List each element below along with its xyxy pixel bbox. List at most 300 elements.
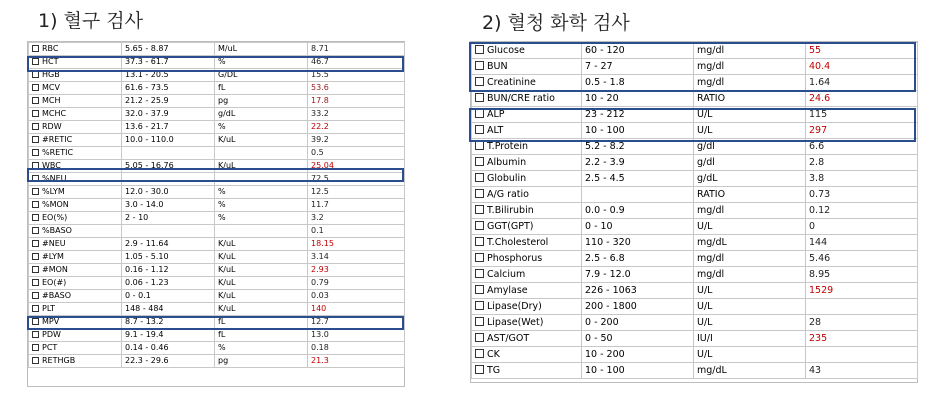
unit-cell: g/dl: [694, 155, 806, 171]
unit-cell: mg/dl: [694, 267, 806, 283]
reference-range-cell: 0 - 0.1: [122, 290, 215, 303]
table-row: [29, 238, 405, 251]
unit-cell: [215, 173, 308, 186]
test-name-cell: [29, 212, 122, 225]
reference-range-cell: 0.5 - 1.8: [582, 75, 694, 91]
reference-range-cell: 12.0 - 30.0: [122, 186, 215, 199]
result-value-cell: 55: [806, 43, 918, 59]
test-name: GGT(GPT): [487, 221, 534, 233]
result-value-cell: 144: [806, 235, 918, 251]
reference-range-cell: 200 - 1800: [582, 299, 694, 315]
test-name: %LYM: [42, 187, 65, 196]
unit-cell: pg: [215, 355, 308, 368]
table-row: [29, 56, 405, 69]
test-name: MCV: [42, 83, 60, 92]
row-checkbox[interactable]: [475, 205, 484, 214]
test-name-cell: [472, 251, 582, 267]
test-name: RETHGB: [42, 356, 76, 365]
reference-range-cell: 2 - 10: [122, 212, 215, 225]
test-name: AST/GOT: [487, 333, 530, 345]
table-row: [29, 303, 405, 316]
reference-range-cell: 0 - 10: [582, 219, 694, 235]
table-row: [472, 155, 918, 171]
table-row: [29, 82, 405, 95]
row-checkbox[interactable]: [32, 162, 39, 169]
unit-cell: RATIO: [694, 91, 806, 107]
test-name-cell: [29, 342, 122, 355]
test-name-cell: [472, 75, 582, 91]
reference-range-cell: 32.0 - 37.9: [122, 108, 215, 121]
test-name: EO(#): [42, 278, 67, 287]
row-checkbox[interactable]: [32, 357, 39, 364]
test-name: CK: [487, 349, 500, 361]
row-checkbox[interactable]: [475, 301, 484, 310]
unit-cell: [215, 147, 308, 160]
result-value-cell: 6.6: [806, 139, 918, 155]
test-name-cell: [472, 299, 582, 315]
row-checkbox[interactable]: [32, 71, 39, 78]
row-checkbox[interactable]: [32, 214, 39, 221]
unit-cell: G/DL: [215, 69, 308, 82]
reference-range-cell: [122, 147, 215, 160]
chemistry-section-title: 2) 혈청 화학 검사: [482, 12, 630, 34]
table-row: [29, 264, 405, 277]
result-value-cell: [806, 299, 918, 315]
reference-range-cell: 60 - 120: [582, 43, 694, 59]
result-value-cell: 24.6: [806, 91, 918, 107]
test-name-cell: [29, 186, 122, 199]
table-row: [472, 219, 918, 235]
test-name-cell: [472, 203, 582, 219]
test-name-cell: [472, 347, 582, 363]
row-checkbox[interactable]: [32, 110, 39, 117]
test-name-cell: [29, 225, 122, 238]
unit-cell: [215, 225, 308, 238]
result-value-cell: 3.14: [308, 251, 405, 264]
row-checkbox[interactable]: [32, 344, 39, 351]
row-checkbox[interactable]: [475, 237, 484, 246]
row-checkbox[interactable]: [475, 333, 484, 342]
row-checkbox[interactable]: [475, 157, 484, 166]
table-row: [472, 267, 918, 283]
test-name-cell: [472, 107, 582, 123]
reference-range-cell: 13.6 - 21.7: [122, 121, 215, 134]
table-row: [472, 107, 918, 123]
reference-range-cell: 10.0 - 110.0: [122, 134, 215, 147]
reference-range-cell: 1.05 - 5.10: [122, 251, 215, 264]
table-row: [29, 355, 405, 368]
test-name: EO(%): [42, 213, 68, 222]
reference-range-cell: 61.6 - 73.5: [122, 82, 215, 95]
unit-cell: K/uL: [215, 264, 308, 277]
unit-cell: %: [215, 121, 308, 134]
unit-cell: U/L: [694, 107, 806, 123]
result-value-cell: 0.03: [308, 290, 405, 303]
unit-cell: K/uL: [215, 290, 308, 303]
result-value-cell: 0.5: [308, 147, 405, 160]
unit-cell: mg/dL: [694, 363, 806, 379]
test-name-cell: [472, 267, 582, 283]
row-checkbox[interactable]: [475, 269, 484, 278]
result-value-cell: 2.93: [308, 264, 405, 277]
unit-cell: M/uL: [215, 43, 308, 56]
table-row: [472, 315, 918, 331]
test-name-cell: [29, 355, 122, 368]
table-row: [29, 108, 405, 121]
row-checkbox[interactable]: [475, 317, 484, 326]
test-name: #NEU: [42, 239, 66, 248]
test-name-cell: [472, 91, 582, 107]
test-name: WBC: [42, 161, 61, 170]
row-checkbox[interactable]: [32, 188, 39, 195]
unit-cell: %: [215, 212, 308, 225]
reference-range-cell: 0.0 - 0.9: [582, 203, 694, 219]
result-value-cell: 1.64: [806, 75, 918, 91]
result-value-cell: 39.2: [308, 134, 405, 147]
reference-range-cell: 0.06 - 1.23: [122, 277, 215, 290]
test-name-cell: [29, 264, 122, 277]
test-name: A/G ratio: [487, 189, 529, 201]
test-name-cell: [29, 95, 122, 108]
unit-cell: g/dl: [694, 139, 806, 155]
result-value-cell: 0.1: [308, 225, 405, 238]
reference-range-cell: 2.5 - 4.5: [582, 171, 694, 187]
test-name: PLT: [42, 304, 56, 313]
reference-range-cell: 5.65 - 8.87: [122, 43, 215, 56]
reference-range-cell: [122, 173, 215, 186]
table-row: [472, 59, 918, 75]
unit-cell: fL: [215, 82, 308, 95]
test-name: Phosphorus: [487, 253, 543, 265]
test-name-cell: [29, 173, 122, 186]
row-checkbox[interactable]: [475, 365, 484, 374]
reference-range-cell: 9.1 - 19.4: [122, 329, 215, 342]
reference-range-cell: 148 - 484: [122, 303, 215, 316]
test-name-cell: [472, 155, 582, 171]
row-checkbox[interactable]: [475, 141, 484, 150]
reference-range-cell: 0 - 50: [582, 331, 694, 347]
table-row: [29, 160, 405, 173]
test-name-cell: [29, 121, 122, 134]
result-value-cell: 0.18: [308, 342, 405, 355]
reference-range-cell: 0.14 - 0.46: [122, 342, 215, 355]
row-checkbox[interactable]: [32, 45, 39, 52]
result-value-cell: 0: [806, 219, 918, 235]
table-row: [472, 91, 918, 107]
table-row: [29, 121, 405, 134]
test-name-cell: [472, 331, 582, 347]
row-checkbox[interactable]: [32, 253, 39, 260]
reference-range-cell: 22.3 - 29.6: [122, 355, 215, 368]
test-name: T.Protein: [487, 141, 528, 153]
test-name: %NEU: [42, 174, 67, 183]
result-value-cell: 46.7: [308, 56, 405, 69]
row-checkbox[interactable]: [32, 266, 39, 273]
table-row: [472, 203, 918, 219]
test-name-cell: [29, 43, 122, 56]
test-name: Creatinine: [487, 77, 536, 89]
reference-range-cell: 5.2 - 8.2: [582, 139, 694, 155]
unit-cell: g/dL: [215, 108, 308, 121]
table-row: [29, 147, 405, 160]
row-checkbox[interactable]: [475, 173, 484, 182]
result-value-cell: 140: [308, 303, 405, 316]
test-name-cell: [29, 277, 122, 290]
test-name: MCHC: [42, 109, 67, 118]
test-name-cell: [472, 187, 582, 203]
reference-range-cell: 7.9 - 12.0: [582, 267, 694, 283]
row-checkbox[interactable]: [475, 253, 484, 262]
test-name-cell: [472, 363, 582, 379]
table-row: [472, 235, 918, 251]
row-checkbox[interactable]: [475, 93, 484, 102]
reference-range-cell: 2.5 - 6.8: [582, 251, 694, 267]
table-row: [29, 69, 405, 82]
row-checkbox[interactable]: [32, 331, 39, 338]
table-row: [29, 225, 405, 238]
test-name-cell: [29, 56, 122, 69]
test-name-cell: [29, 199, 122, 212]
result-value-cell: 43: [806, 363, 918, 379]
table-row: [29, 43, 405, 56]
test-name: ALT: [487, 125, 504, 137]
row-checkbox[interactable]: [32, 149, 39, 156]
chemistry-results-table: [471, 42, 918, 379]
table-row: [29, 316, 405, 329]
test-name: MPV: [42, 317, 60, 326]
test-name: #MON: [42, 265, 68, 274]
table-row: [29, 186, 405, 199]
reference-range-cell: 10 - 100: [582, 363, 694, 379]
cbc-section-title: 1) 혈구 검사: [38, 10, 143, 32]
row-checkbox[interactable]: [475, 189, 484, 198]
table-row: [29, 251, 405, 264]
unit-cell: K/uL: [215, 303, 308, 316]
row-checkbox[interactable]: [32, 292, 39, 299]
table-row: [472, 75, 918, 91]
row-checkbox[interactable]: [475, 125, 484, 134]
reference-range-cell: 10 - 100: [582, 123, 694, 139]
row-checkbox[interactable]: [32, 123, 39, 130]
row-checkbox[interactable]: [475, 285, 484, 294]
test-name: PDW: [42, 330, 61, 339]
reference-range-cell: 0 - 200: [582, 315, 694, 331]
reference-range-cell: 7 - 27: [582, 59, 694, 75]
test-name: BUN: [487, 61, 508, 73]
test-name-cell: [472, 171, 582, 187]
test-name: T.Bilirubin: [487, 205, 534, 217]
table-row: [472, 187, 918, 203]
table-row: [29, 277, 405, 290]
row-checkbox[interactable]: [32, 305, 39, 312]
unit-cell: mg/dl: [694, 251, 806, 267]
test-name: Calcium: [487, 269, 526, 281]
unit-cell: U/L: [694, 299, 806, 315]
reference-range-cell: [122, 225, 215, 238]
unit-cell: mg/dl: [694, 59, 806, 75]
test-name: Lipase(Dry): [487, 301, 542, 313]
row-checkbox[interactable]: [475, 45, 484, 54]
unit-cell: K/uL: [215, 160, 308, 173]
row-checkbox[interactable]: [475, 349, 484, 358]
unit-cell: fL: [215, 329, 308, 342]
row-checkbox[interactable]: [32, 201, 39, 208]
result-value-cell: 53.6: [308, 82, 405, 95]
row-checkbox[interactable]: [32, 227, 39, 234]
row-checkbox[interactable]: [32, 97, 39, 104]
table-row: [472, 43, 918, 59]
result-value-cell: 11.7: [308, 199, 405, 212]
unit-cell: U/L: [694, 219, 806, 235]
test-name: Amylase: [487, 285, 528, 297]
test-name-cell: [472, 235, 582, 251]
unit-cell: K/uL: [215, 134, 308, 147]
test-name: TG: [487, 365, 501, 377]
test-name-cell: [29, 69, 122, 82]
result-value-cell: 72.5: [308, 173, 405, 186]
test-name: %BASO: [42, 226, 72, 235]
result-value-cell: 3.2: [308, 212, 405, 225]
unit-cell: fL: [215, 316, 308, 329]
result-value-cell: [806, 347, 918, 363]
reference-range-cell: 0.16 - 1.12: [122, 264, 215, 277]
test-name-cell: [472, 59, 582, 75]
reference-range-cell: 13.1 - 20.5: [122, 69, 215, 82]
table-row: [472, 363, 918, 379]
unit-cell: U/L: [694, 283, 806, 299]
test-name-cell: [472, 43, 582, 59]
table-row: [472, 283, 918, 299]
unit-cell: %: [215, 56, 308, 69]
table-row: [472, 123, 918, 139]
result-value-cell: 17.8: [308, 95, 405, 108]
unit-cell: U/L: [694, 123, 806, 139]
table-row: [29, 329, 405, 342]
test-name: %RETIC: [42, 148, 74, 157]
unit-cell: U/L: [694, 315, 806, 331]
table-row: [472, 251, 918, 267]
result-value-cell: 0.12: [806, 203, 918, 219]
reference-range-cell: 23 - 212: [582, 107, 694, 123]
row-checkbox[interactable]: [475, 221, 484, 230]
table-row: [29, 290, 405, 303]
cbc-results-panel: [27, 41, 405, 387]
unit-cell: g/dL: [694, 171, 806, 187]
result-value-cell: 115: [806, 107, 918, 123]
test-name: RDW: [42, 122, 62, 131]
table-row: [29, 212, 405, 225]
result-value-cell: 1529: [806, 283, 918, 299]
row-checkbox[interactable]: [32, 136, 39, 143]
test-name: Globulin: [487, 173, 527, 185]
reference-range-cell: 10 - 20: [582, 91, 694, 107]
test-name-cell: [29, 82, 122, 95]
reference-range-cell: 110 - 320: [582, 235, 694, 251]
test-name: PCT: [42, 343, 58, 352]
test-name-cell: [472, 315, 582, 331]
row-checkbox[interactable]: [32, 58, 39, 65]
test-name: HCT: [42, 57, 59, 66]
reference-range-cell: 37.3 - 61.7: [122, 56, 215, 69]
test-name: BUN/CRE ratio: [487, 93, 555, 105]
unit-cell: mg/dl: [694, 203, 806, 219]
test-name: Glucose: [487, 45, 525, 57]
row-checkbox[interactable]: [32, 279, 39, 286]
test-name: Albumin: [487, 157, 527, 169]
unit-cell: %: [215, 186, 308, 199]
row-checkbox[interactable]: [32, 84, 39, 91]
result-value-cell: 8.95: [806, 267, 918, 283]
unit-cell: K/uL: [215, 238, 308, 251]
test-name: HGB: [42, 70, 60, 79]
row-checkbox[interactable]: [475, 109, 484, 118]
reference-range-cell: 10 - 200: [582, 347, 694, 363]
table-row: [29, 342, 405, 355]
result-value-cell: 3.8: [806, 171, 918, 187]
row-checkbox[interactable]: [32, 175, 39, 182]
table-row: [29, 173, 405, 186]
table-row: [29, 199, 405, 212]
row-checkbox[interactable]: [32, 240, 39, 247]
table-row: [472, 299, 918, 315]
unit-cell: K/uL: [215, 251, 308, 264]
test-name-cell: [29, 303, 122, 316]
result-value-cell: 22.2: [308, 121, 405, 134]
result-value-cell: 18.15: [308, 238, 405, 251]
reference-range-cell: 2.2 - 3.9: [582, 155, 694, 171]
test-name-cell: [29, 134, 122, 147]
unit-cell: mg/dL: [694, 235, 806, 251]
reference-range-cell: [582, 187, 694, 203]
test-name: ALP: [487, 109, 505, 121]
unit-cell: mg/dl: [694, 75, 806, 91]
test-name: MCH: [42, 96, 61, 105]
unit-cell: IU/I: [694, 331, 806, 347]
table-row: [29, 134, 405, 147]
table-row: [472, 139, 918, 155]
table-row: [472, 331, 918, 347]
result-value-cell: 297: [806, 123, 918, 139]
reference-range-cell: 8.7 - 13.2: [122, 316, 215, 329]
table-row: [472, 171, 918, 187]
result-value-cell: 0.79: [308, 277, 405, 290]
reference-range-cell: 5.05 - 16.76: [122, 160, 215, 173]
test-name-cell: [29, 290, 122, 303]
result-value-cell: 13.0: [308, 329, 405, 342]
result-value-cell: 28: [806, 315, 918, 331]
reference-range-cell: 3.0 - 14.0: [122, 199, 215, 212]
result-value-cell: 15.5: [308, 69, 405, 82]
test-name-cell: [472, 139, 582, 155]
table-row: [472, 347, 918, 363]
row-checkbox[interactable]: [475, 77, 484, 86]
unit-cell: K/uL: [215, 277, 308, 290]
test-name-cell: [29, 160, 122, 173]
result-value-cell: 33.2: [308, 108, 405, 121]
result-value-cell: 2.8: [806, 155, 918, 171]
row-checkbox[interactable]: [32, 318, 39, 325]
reference-range-cell: 226 - 1063: [582, 283, 694, 299]
test-name: #RETIC: [42, 135, 73, 144]
test-name: #BASO: [42, 291, 72, 300]
row-checkbox[interactable]: [475, 61, 484, 70]
test-name-cell: [29, 108, 122, 121]
test-name-cell: [472, 283, 582, 299]
result-value-cell: 5.46: [806, 251, 918, 267]
test-name-cell: [29, 329, 122, 342]
unit-cell: %: [215, 199, 308, 212]
result-value-cell: 8.71: [308, 43, 405, 56]
